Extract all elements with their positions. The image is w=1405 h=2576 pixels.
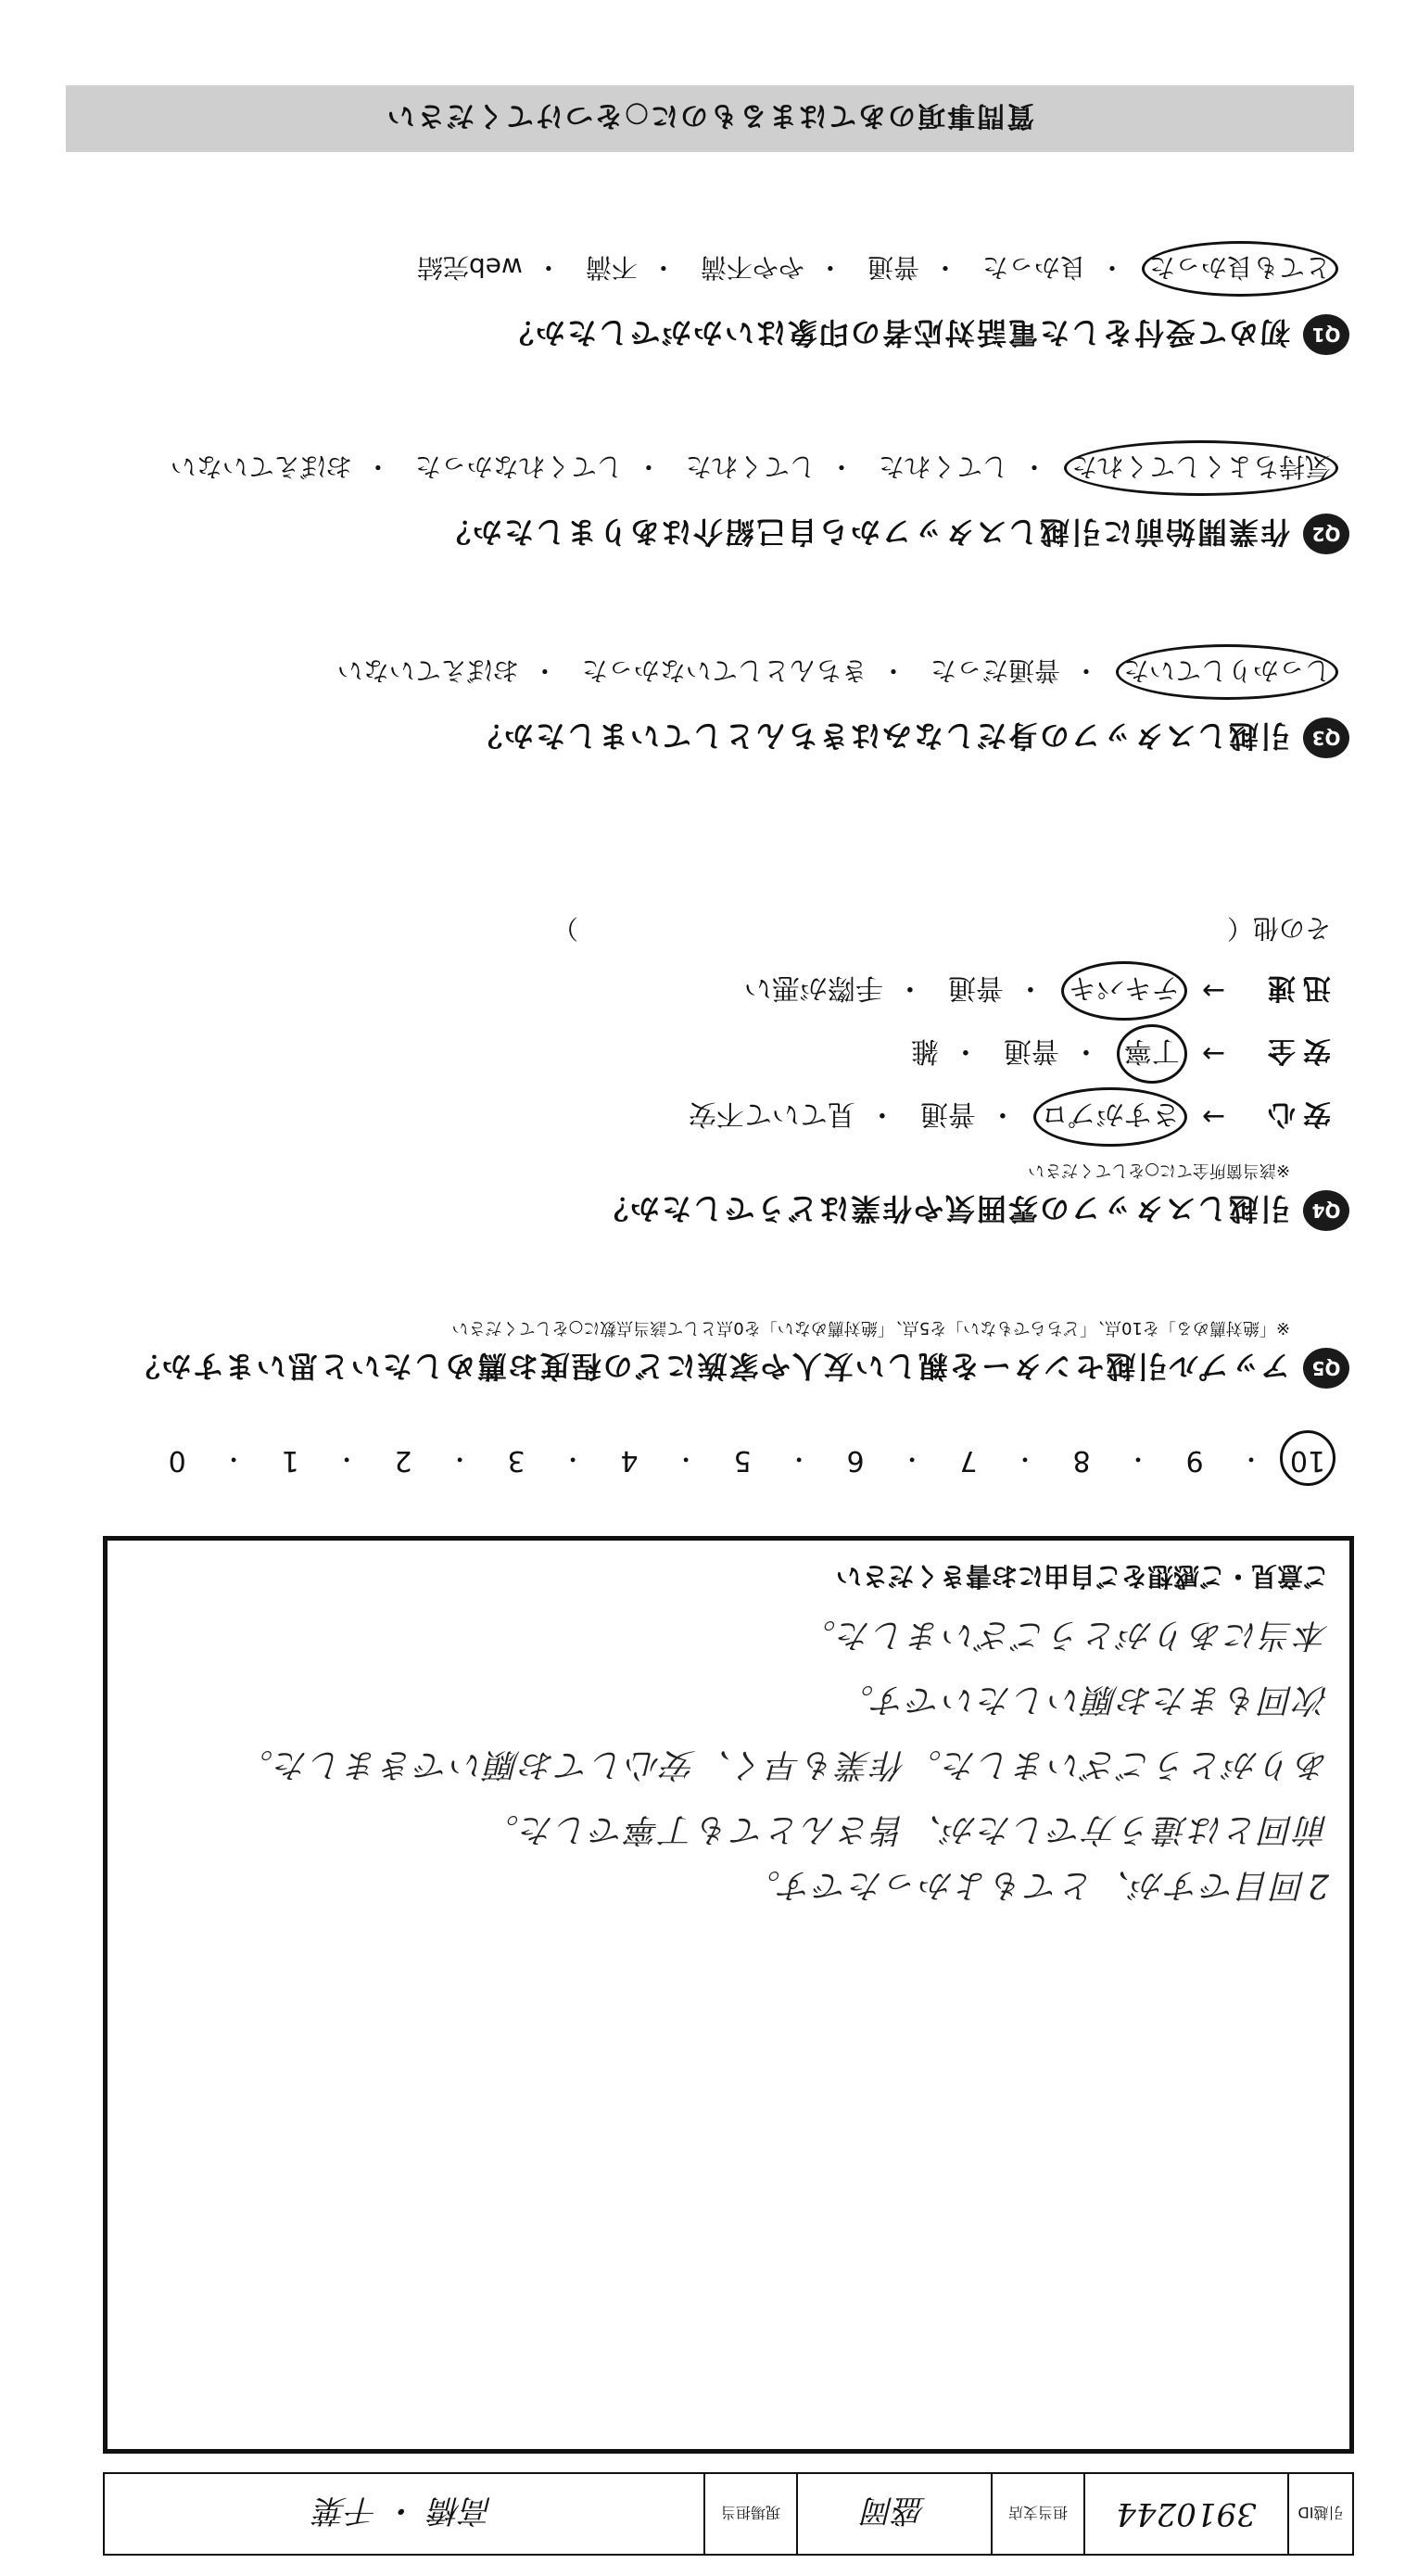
q1-text: 初めて受付をした電話対応者の印象はいかがでしたか？ [501, 315, 1290, 350]
q4-row-anzen: 安全 → 丁寧 ・ 普通 ・ 雑 [89, 1034, 1331, 1074]
comment-line: 本当にありがとうございました。 [800, 1616, 1329, 1654]
q3-text: 引越しスタッフの身だしなみはきちんとしていましたか？ [470, 718, 1290, 754]
scale-6: 6 [846, 1444, 865, 1477]
q4-note: ※該当箇所全てに○をしてください [1028, 1161, 1290, 1180]
scale-10: 10 [1289, 1444, 1326, 1477]
q3-option: おぼえていない [336, 655, 519, 686]
scale-2: 2 [394, 1444, 412, 1477]
q4-option: 普通 [947, 971, 1004, 1004]
question-1 [89, 250, 1349, 356]
leader-value: 高橋 ・ 千葉 [315, 2492, 493, 2530]
q1-badge: Q1 [1303, 314, 1349, 355]
arrow-icon: → [1201, 1100, 1225, 1134]
recommend-scale: 10 ・ 9 ・ 8 ・ 7 ・ 6 ・ 5 ・ 4 ・ 3 ・ 2 ・ 1 ・ 0 [158, 1443, 1326, 1478]
leader-label: 現場担当 [703, 2474, 796, 2554]
q3-options: しっかりしていた ・ 普通だった ・ きちんとしていなかった ・ おぼえていない [89, 654, 1331, 691]
q4-other: その他（ ） [551, 913, 1331, 944]
q1-option: やや不満 [700, 252, 804, 283]
comment-line: 2回目ですが、とてもよかったです。 [744, 1866, 1329, 1904]
q4-row-anshin: 安心 → さすがプロ ・ 普通 ・ 見ていて不安 [89, 1097, 1331, 1137]
q3-badge: Q3 [1303, 717, 1349, 758]
q1-option: 普通 [867, 252, 919, 283]
q4-option: 普通 [1003, 1034, 1059, 1067]
arrow-icon: → [1201, 1037, 1225, 1071]
q2-options: 気持ちよくしてくれた ・ してくれた ・ してくれた ・ してくれなかった ・ おぼえていない [89, 450, 1331, 487]
q4-option: 雑 [910, 1034, 939, 1067]
q1-options: とても良かった ・ 良かった ・ 普通 ・ やや不満 ・ 不満 ・ web完結 [89, 250, 1331, 287]
q4-option: さすがプロ [1041, 1097, 1180, 1137]
q1-option: とても良かった [1149, 250, 1331, 287]
scale-4: 4 [620, 1444, 639, 1477]
scale-7: 7 [959, 1444, 978, 1477]
scale-8: 8 [1072, 1444, 1091, 1477]
q2-text: 作業開始前に引越しスタッフから自己紹介はありましたか？ [438, 514, 1290, 550]
q3-option: しっかりしていた [1123, 654, 1331, 691]
q4-badge: Q4 [1303, 1190, 1349, 1231]
branch-value: 盛岡 [796, 2474, 991, 2554]
q2-badge: Q2 [1303, 514, 1349, 554]
q4-option: 見ていて不安 [688, 1098, 855, 1130]
q3-option: きちんとしていなかった [581, 655, 867, 686]
q4-row-label: 安心 [1260, 1098, 1331, 1130]
q4-option: 手際が悪い [743, 971, 883, 1004]
q2-option: してくれなかった [414, 451, 623, 482]
comment-box [103, 1536, 1354, 2454]
question-4 [89, 911, 1349, 1232]
scale-3: 3 [507, 1444, 525, 1477]
q4-row-label: 迅速 [1260, 971, 1331, 1004]
q4-row-label: 安全 [1260, 1034, 1331, 1067]
q5-note: ※「絶対薦める」を10点、「どちらでもない」を5点、「絶対薦めない」を0点として該当点数に○をしてください [451, 1318, 1290, 1338]
q3-option: 普通だった [930, 655, 1060, 686]
comment-line: 次回もまたお願いしたいです。 [838, 1681, 1329, 1719]
comment-line: 前回とは違う方でしたが、皆さんとても丁寧でした。 [483, 1810, 1329, 1848]
q4-option: 普通 [919, 1098, 976, 1130]
q2-option: してくれた [878, 451, 1008, 482]
scale-0: 0 [168, 1444, 186, 1477]
scale-1: 1 [281, 1444, 299, 1477]
q5-badge: Q5 [1303, 1348, 1349, 1389]
scale-9: 9 [1185, 1444, 1204, 1477]
question-3 [89, 654, 1349, 759]
q4-option: テキパキ [1069, 971, 1180, 1011]
header-table [103, 2472, 1354, 2556]
q2-option: 気持ちよくしてくれた [1071, 450, 1331, 487]
q1-option: 良かった [981, 252, 1086, 283]
q5-text: アップル引越センターを親しい友人や家族にどの程度お薦めしたいと思いますか？ [128, 1349, 1290, 1384]
q2-option: してくれた [685, 451, 816, 482]
q1-option: web完結 [416, 252, 523, 283]
instruction-bar: 質問事項のあてはまるものに○をつけてください [66, 85, 1354, 152]
scale-5: 5 [733, 1444, 752, 1477]
id-label: 引越ID [1287, 2474, 1352, 2554]
q2-option: おぼえていない [170, 451, 352, 482]
branch-label: 担当支店 [991, 2474, 1083, 2554]
q4-text: 引越しスタッフの雰囲気や作業はどうでしたか？ [596, 1191, 1290, 1226]
q4-option: 丁寧 [1124, 1034, 1180, 1074]
comment-line: ありがとうございました。作業も早く、安心してお願いできました。 [237, 1745, 1329, 1783]
arrow-icon: → [1201, 974, 1225, 1008]
id-value: 3910244 [1083, 2474, 1287, 2554]
question-2 [89, 450, 1349, 555]
q1-option: 不満 [585, 252, 638, 283]
question-5 [89, 1317, 1349, 1390]
comment-title: ご意見・ご感想をご自由にお書きください [835, 1561, 1329, 1592]
q4-row-jinsoku: 迅速 → テキパキ ・ 普通 ・ 手際が悪い [89, 971, 1331, 1011]
